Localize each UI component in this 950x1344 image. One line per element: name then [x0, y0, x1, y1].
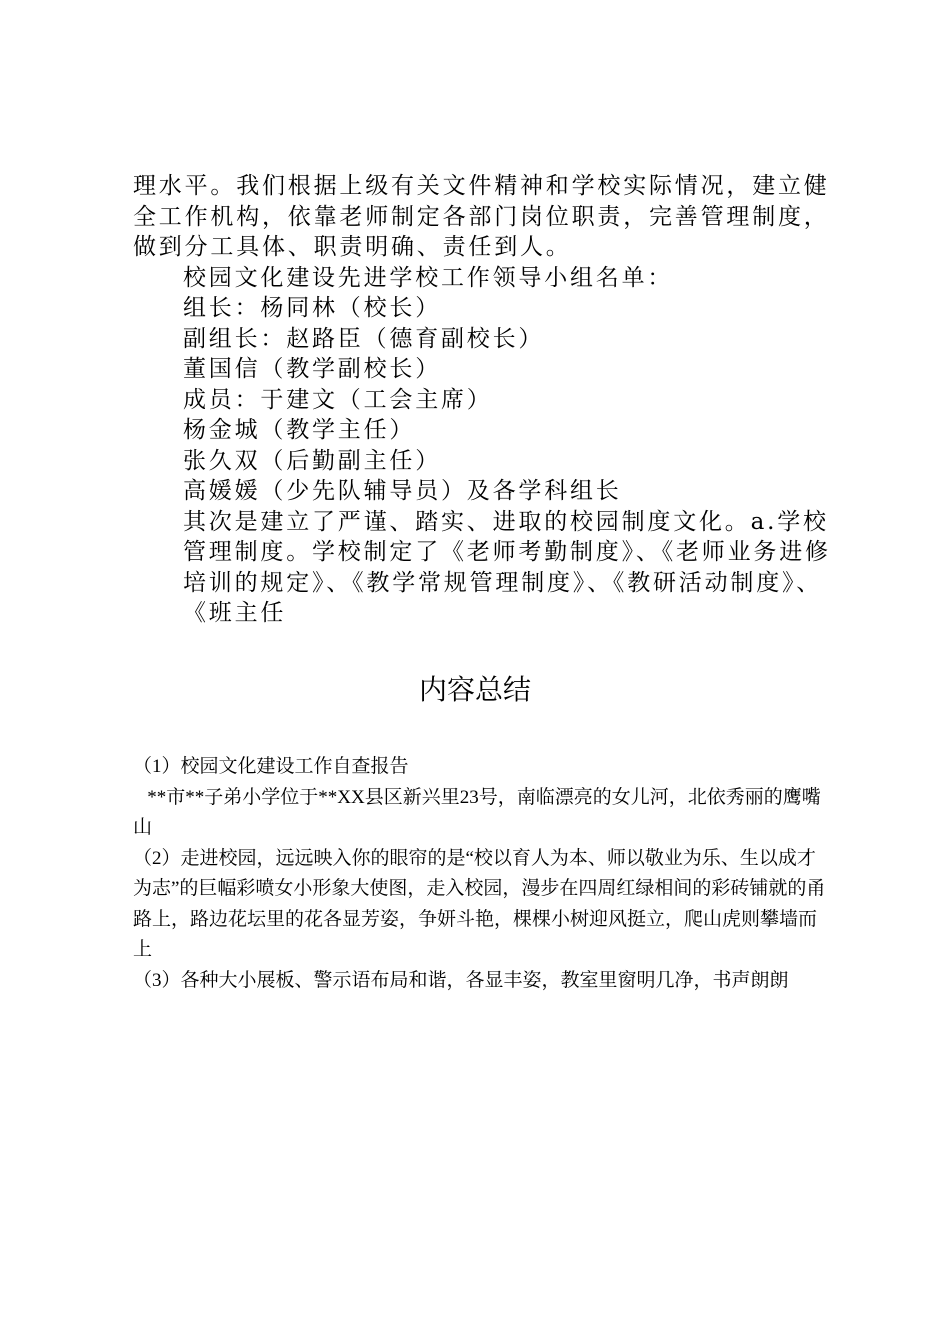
summary-item: （2）走进校园，远远映入你的眼帘的是“校以育人为本、师以敬业为乐、生以成才为志”的巨幅彩喷女小形象大使图，走入校园，漫步在四周红绿相间的彩砖铺就的甬路上，路边花坛里的花各显芳姿，争妍斗艳，棵棵小树迎风挺立，爬山虎则攀墙而上 [133, 847, 826, 960]
summary-item: （1）校园文化建设工作自查报告 [133, 756, 409, 777]
paragraph: 理水平。我们根据上级有关文件精神和学校实际情况，建立健全工作机构，依靠老师制定各部门岗位职责，完善管理制度，做到分工具体、职责明确、责任到人。 [133, 173, 830, 260]
paragraph: 董国信（教学副校长） [183, 356, 441, 382]
summary-item: **市**子弟小学位于**XX县区新兴里23号，南临漂亮的女儿河，北依秀丽的鹰嘴山 [133, 786, 821, 838]
paragraph: 副组长：赵路臣（德育副校长） [183, 325, 545, 352]
summary-item: （3）各种大小展板、警示语布局和谐，各显丰姿，教室里窗明几净，书声朗朗 [133, 969, 789, 991]
paragraph: 成员：于建文（工会主席） [183, 386, 493, 413]
paragraph: 高媛媛（少先队辅导员）及各学科组长 [183, 478, 622, 504]
paragraph: 组长：杨同林（校长） [183, 295, 441, 321]
summary-list [133, 752, 828, 996]
paragraph: 校园文化建设先进学校工作领导小组名单： [183, 264, 674, 291]
document-body [133, 171, 833, 629]
paragraph: 张久双（后勤副主任） [183, 447, 441, 474]
paragraph: 其次是建立了严谨、踏实、进取的校园制度文化。a.学校管理制度。学校制定了《老师考勤制度》、《老师业务进修培训的规定》、《教学常规管理制度》、《教研活动制度》、《班主任 [183, 508, 831, 626]
summary-title: 内容总结 [418, 673, 531, 706]
paragraph: 杨金城（教学主任） [183, 417, 416, 443]
